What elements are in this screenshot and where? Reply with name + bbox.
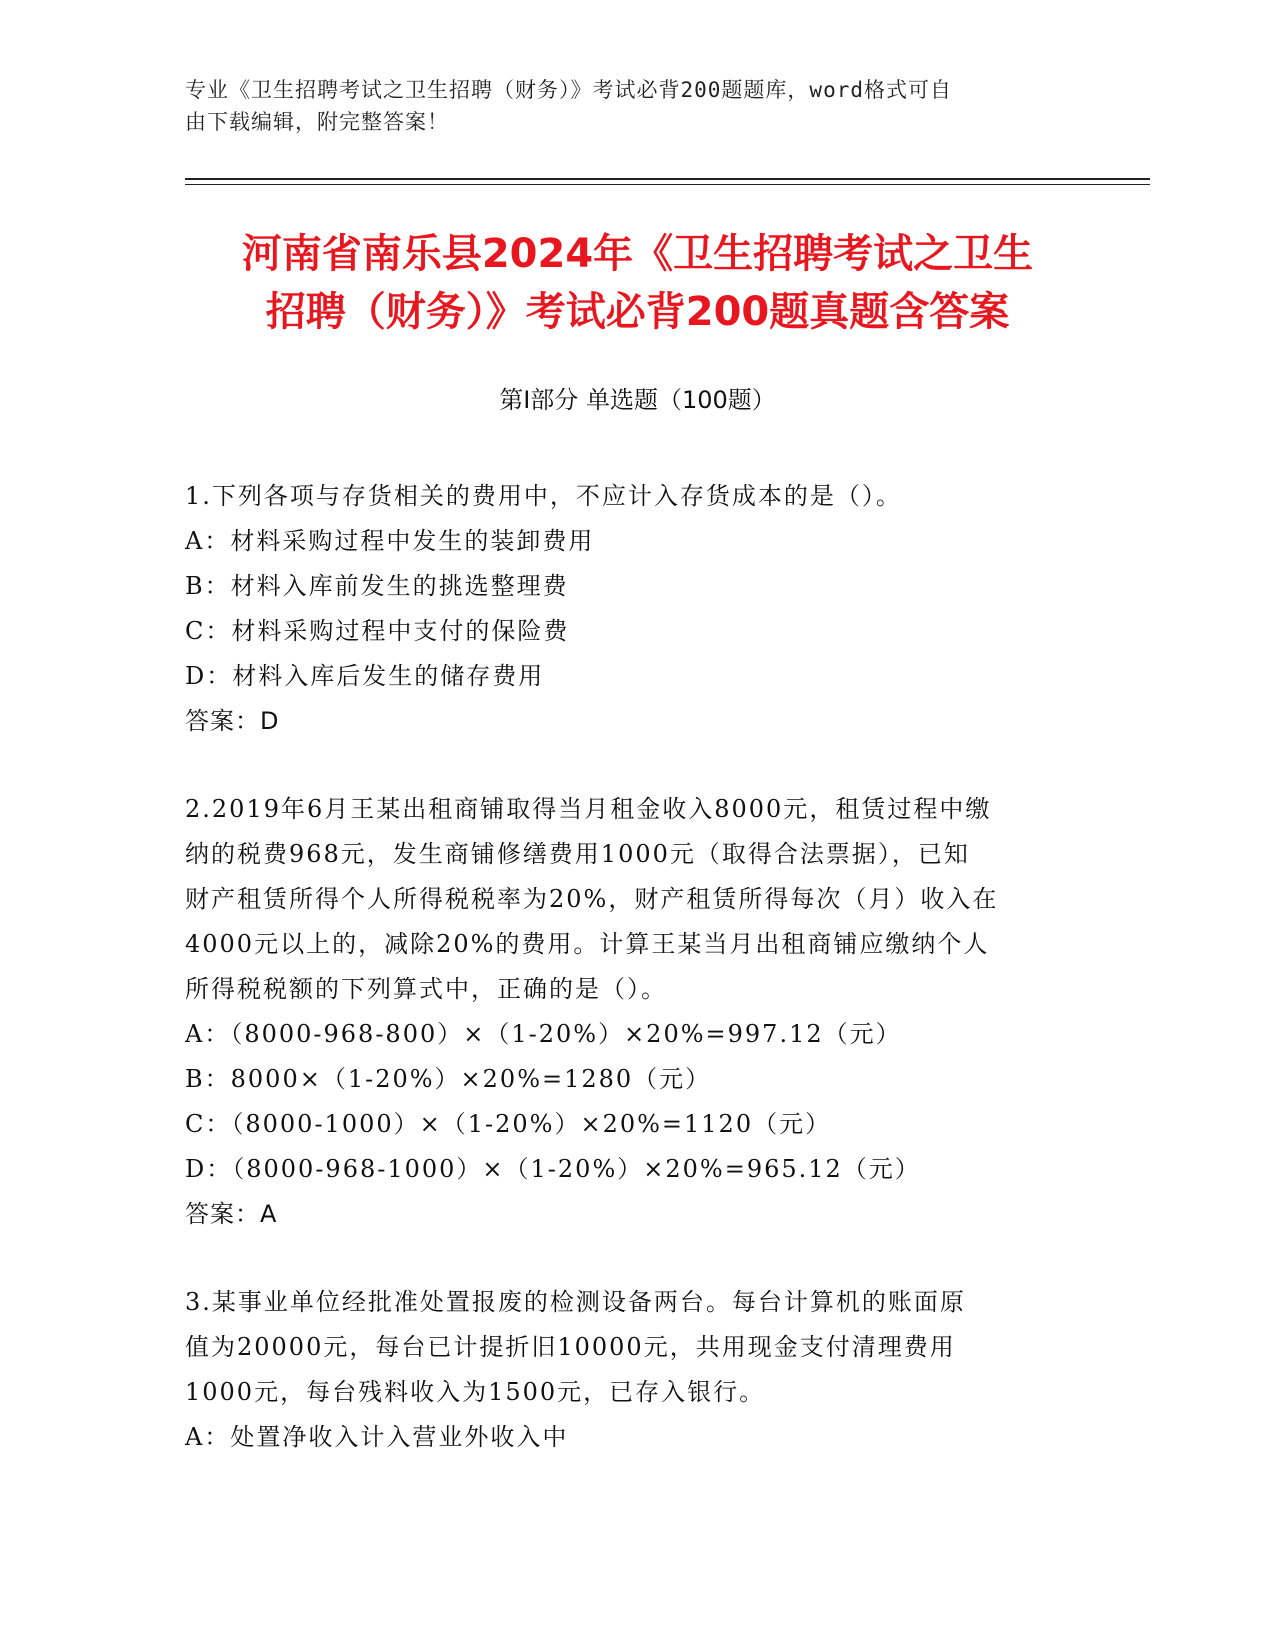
answer-line: 答案：D [185,707,280,735]
option-a: A：（8000-968-800）×（1-20%）×20%=997.12（元） [185,1020,902,1048]
question-stem-line: 值为20000元，每台已计提折旧10000元，共用现金支付清理费用 [185,1333,956,1361]
option-c: C：（8000-1000）×（1-20%）×20%=1120（元） [185,1110,832,1138]
header-divider-thin [185,184,1150,185]
header-note-line-1: 专业《卫生招聘考试之卫生招聘（财务）》考试必背200题题库，word格式可自 [185,78,952,102]
question-stem-line: 4000元以上的，减除20%的费用。计算王某当月出租商铺应缴纳个人 [185,930,990,958]
question-stem-line: 所得税税额的下列算式中，正确的是（）。 [185,975,667,1003]
question-stem-line: 1000元，每台残料收入为1500元，已存入银行。 [185,1378,766,1406]
header-note [185,74,1065,138]
option-a: A：材料采购过程中发生的装卸费用 [185,527,595,555]
header-note-line-2: 由下载编辑，附完整答案！ [185,110,449,134]
option-c: C：材料采购过程中支付的保险费 [185,617,570,645]
document-title-line-1: 河南省南乐县2024年《卫生招聘考试之卫生 [241,231,1034,277]
question-stem-line: 1.下列各项与存货相关的费用中，不应计入存货成本的是（）。 [185,482,902,510]
option-d: D：材料入库后发生的储存费用 [185,662,545,690]
option-b: B：材料入库前发生的挑选整理费 [185,572,569,600]
option-b: B：8000×（1-20%）×20%=1280（元） [185,1065,712,1093]
document-title [160,225,1115,341]
option-d: D：（8000-968-1000）×（1-20%）×20%=965.12（元） [185,1155,921,1183]
question-1 [185,474,1085,744]
question-stem-line: 3.某事业单位经批准处置报废的检测设备两台。每台计算机的账面原 [185,1288,966,1316]
document-title-line-2: 招聘（财务）》考试必背200题真题含答案 [265,289,1010,335]
question-stem-line: 2.2019年6月王某出租商铺取得当月租金收入8000元，租赁过程中缴 [185,795,992,823]
section-heading: 第Ⅰ部分 单选题（100题） [499,386,776,414]
question-stem-line: 纳的税费968元，发生商铺修缮费用1000元（取得合法票据），已知 [185,840,970,868]
option-a: A：处置净收入计入营业外收入中 [185,1423,569,1451]
question-stem-line: 财产租赁所得个人所得税税率为20%，财产租赁所得每次（月）收入在 [185,885,999,913]
question-2 [185,787,1085,1237]
answer-line: 答案：A [185,1200,278,1228]
question-3 [185,1280,1085,1460]
header-divider-thick [185,178,1150,180]
